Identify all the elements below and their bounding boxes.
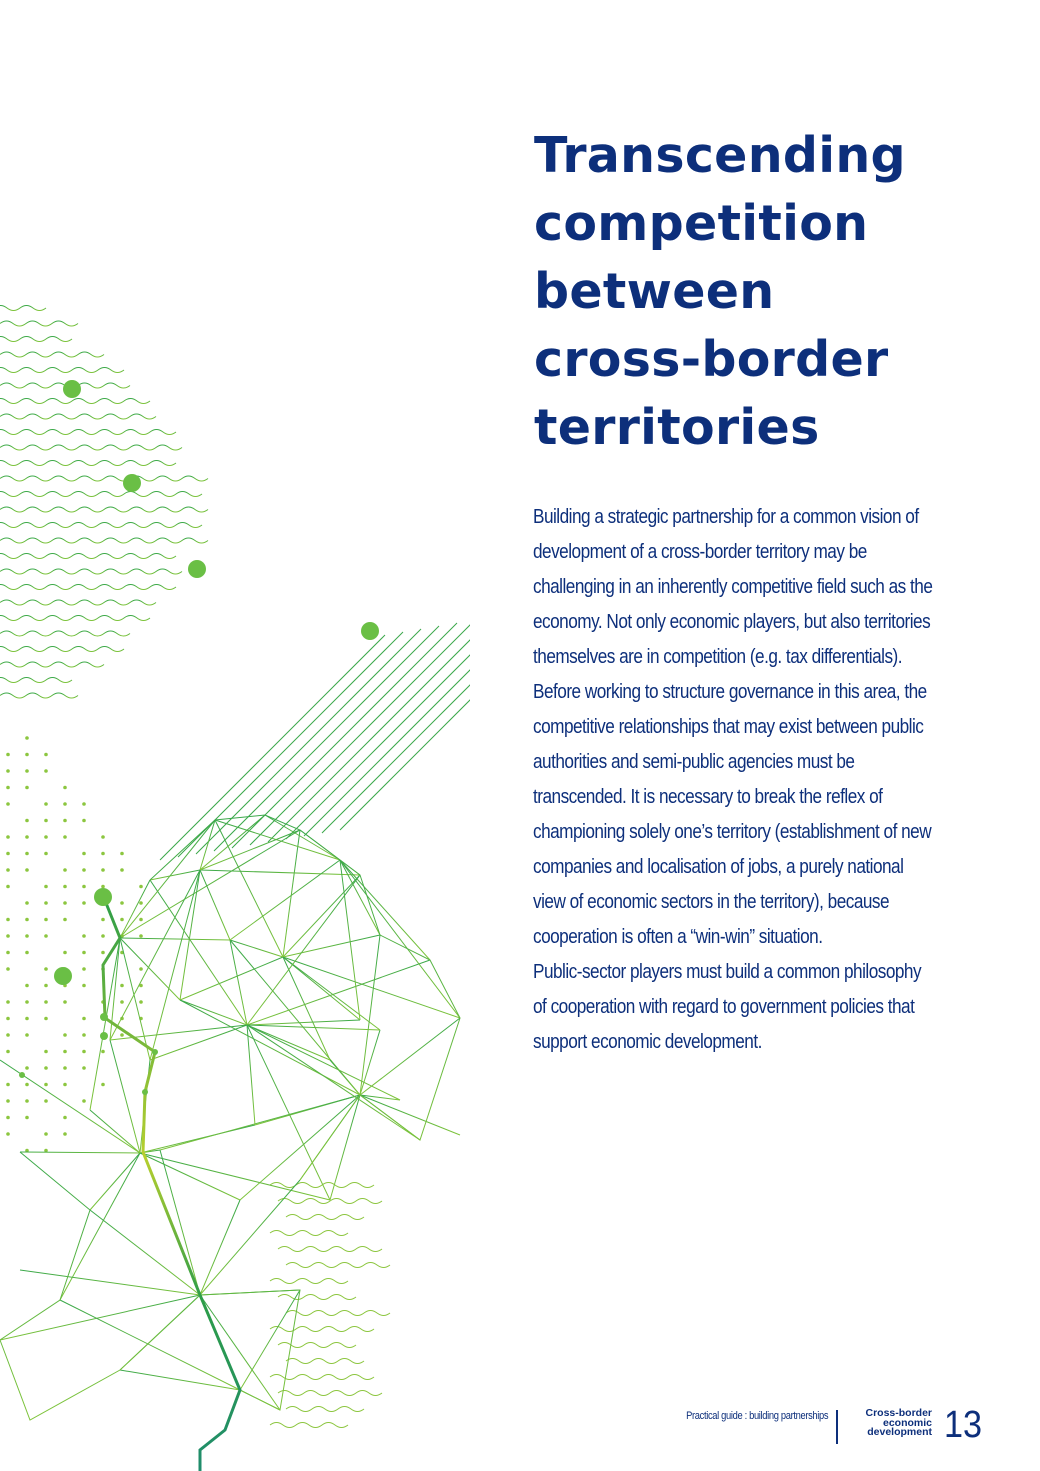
dot: [44, 934, 48, 938]
brand-line: Cross-border: [865, 1407, 932, 1419]
dot: [101, 934, 105, 938]
network-line: [150, 870, 200, 880]
dot: [44, 1017, 48, 1021]
dot: [82, 885, 86, 889]
wave-line: [0, 445, 182, 450]
dot: [44, 1132, 48, 1136]
network-line: [120, 820, 215, 938]
title-line: Transcending: [534, 127, 906, 184]
dot: [63, 1083, 67, 1087]
dot: [82, 852, 86, 856]
network-lines: [0, 815, 460, 1420]
dot: [25, 901, 29, 905]
dot: [6, 1083, 10, 1087]
network-line: [360, 1095, 460, 1135]
dot: [44, 769, 48, 773]
page-number: 13: [944, 1404, 983, 1446]
diagonal-line: [196, 629, 421, 854]
footer-guide-label: Practical guide : building partnerships: [685, 1410, 828, 1422]
diagonal-line: [286, 614, 470, 839]
dot: [6, 918, 10, 922]
dot: [63, 835, 67, 839]
dot: [139, 967, 143, 971]
dot: [139, 901, 143, 905]
wave-line: [270, 1327, 374, 1332]
network-line: [150, 870, 200, 1060]
dot: [63, 1033, 67, 1037]
dot: [25, 951, 29, 955]
network-line: [200, 1180, 300, 1295]
dot: [44, 967, 48, 971]
dot: [44, 1050, 48, 1054]
footer-divider: [836, 1410, 838, 1444]
network-line: [340, 860, 430, 960]
dot: [101, 918, 105, 922]
dot: [25, 835, 29, 839]
dot: [6, 835, 10, 839]
dot: [44, 819, 48, 823]
dot-grid: [6, 736, 143, 1152]
diagonal-line: [214, 626, 439, 851]
dot: [63, 1050, 67, 1054]
network-line: [240, 1290, 300, 1390]
dot: [6, 951, 10, 955]
network-line: [60, 1153, 140, 1300]
dot: [6, 1116, 10, 1120]
network-line: [230, 940, 283, 957]
network-line: [140, 1153, 240, 1200]
dot: [25, 786, 29, 790]
wave-line: [0, 476, 208, 481]
network-line: [180, 1000, 360, 1095]
dot: [82, 802, 86, 806]
dot: [6, 868, 10, 872]
dot: [101, 1050, 105, 1054]
wave-line: [278, 1295, 356, 1300]
dot: [6, 1099, 10, 1103]
brand-line: development: [867, 1426, 932, 1438]
wave-line: [0, 585, 176, 590]
dot: [82, 1099, 86, 1103]
dot: [44, 852, 48, 856]
wave-line: [0, 600, 156, 605]
dot: [25, 1000, 29, 1004]
dot: [44, 885, 48, 889]
dot: [82, 868, 86, 872]
title-line: cross-border: [534, 331, 889, 388]
dot: [44, 901, 48, 905]
dot: [120, 918, 124, 922]
network-line: [90, 1153, 140, 1210]
network-line: [247, 1025, 420, 1140]
dot: [25, 918, 29, 922]
dot: [6, 1000, 10, 1004]
dot: [25, 736, 29, 740]
wave-line: [286, 1311, 390, 1316]
dot: [44, 1000, 48, 1004]
network-line: [0, 1295, 200, 1340]
dot: [82, 967, 86, 971]
network-line: [283, 875, 360, 957]
network-line: [215, 820, 340, 860]
dot: [101, 835, 105, 839]
dot: [25, 1017, 29, 1021]
dot: [25, 1033, 29, 1037]
title-line: competition: [534, 195, 869, 252]
dot: [25, 769, 29, 773]
dot: [44, 835, 48, 839]
wave-line: [0, 414, 156, 419]
wave-line: [278, 1391, 382, 1396]
dot: [63, 918, 67, 922]
wave-line: [278, 1247, 382, 1252]
wave-line: [0, 368, 124, 373]
dot: [6, 1132, 10, 1136]
parallel-diagonal-lines: [160, 605, 470, 860]
dot: [25, 934, 29, 938]
dot: [82, 1066, 86, 1070]
dot: [120, 901, 124, 905]
network-illustration: [0, 0, 470, 1471]
dot: [25, 984, 29, 988]
wave-line: [0, 647, 124, 652]
wave-line: [0, 492, 202, 497]
network-line: [247, 1025, 400, 1100]
network-line: [200, 870, 360, 875]
page-title: [534, 122, 1014, 462]
network-line: [247, 1020, 360, 1025]
wave-line: [278, 1343, 356, 1348]
dot: [82, 901, 86, 905]
network-outline: [0, 1152, 300, 1420]
dot: [63, 951, 67, 955]
network-line: [20, 1152, 140, 1153]
dot: [6, 786, 10, 790]
dot: [82, 819, 86, 823]
dot: [63, 901, 67, 905]
brand-line: economic: [882, 1416, 932, 1429]
network-line: [283, 830, 300, 957]
dot: [120, 1000, 124, 1004]
network-line: [283, 957, 380, 1030]
dot: [82, 984, 86, 988]
dot: [120, 984, 124, 988]
dot: [63, 1066, 67, 1070]
network-line: [283, 957, 330, 1060]
dot: [6, 753, 10, 757]
dot: [44, 984, 48, 988]
wave-line: [0, 554, 176, 559]
dot: [101, 852, 105, 856]
wave-line: [270, 1231, 348, 1236]
node-dots: [19, 380, 379, 1095]
network-line: [340, 860, 460, 1018]
paragraph: Before working to structure governance in this area, the competitive relationships that may exist between public authorities and semi-public agencies must be transcended. It is necessary to break the reflex of championing solely one’s territory (establishment of new companies and localisation of jobs, a purely national view of economic sectors in the territory), because cooperation is often a “win-win” situation.: [533, 681, 932, 948]
network-line: [120, 938, 180, 1000]
dot: [63, 786, 67, 790]
diagonal-line: [232, 623, 457, 848]
dot: [63, 1132, 67, 1136]
wave-line: [0, 569, 182, 574]
dot: [44, 802, 48, 806]
network-line: [120, 830, 300, 938]
network-line: [265, 815, 340, 860]
dot: [101, 1083, 105, 1087]
network-line: [360, 935, 380, 1095]
dot: [25, 753, 29, 757]
wave-line: [0, 507, 208, 512]
network-line: [120, 938, 230, 940]
wave-line: [0, 337, 72, 342]
dot: [63, 885, 67, 889]
dot: [25, 1116, 29, 1120]
dot: [101, 951, 105, 955]
dot: [63, 802, 67, 806]
wave-line: [0, 352, 104, 357]
wave-line: [0, 523, 202, 528]
wave-line: [286, 1263, 390, 1268]
dot: [44, 753, 48, 757]
wave-line: [270, 1279, 348, 1284]
dot: [82, 1050, 86, 1054]
dot: [82, 1033, 86, 1037]
title-line: territories: [534, 399, 820, 456]
dot: [6, 802, 10, 806]
dot: [101, 885, 105, 889]
dot: [6, 852, 10, 856]
paragraph: Building a strategic partnership for a common vision of development of a cross-border territory may be challenging in an inherently competitive field such as the economy. Not only economic players, but also territories themselves are in competition (e.g. tax differentials).: [533, 506, 933, 668]
wave-lines-bottom: [270, 1183, 390, 1428]
wave-line: [0, 678, 72, 683]
dot: [6, 885, 10, 889]
dot: [25, 1066, 29, 1070]
title-line: between: [534, 263, 775, 320]
dot: [6, 1050, 10, 1054]
network-line: [120, 938, 150, 1060]
network-line: [120, 1370, 240, 1390]
dot: [44, 1083, 48, 1087]
dot: [6, 1033, 10, 1037]
wave-lines-top: [0, 306, 208, 699]
network-line: [283, 935, 380, 957]
dot: [139, 918, 143, 922]
dot: [6, 1017, 10, 1021]
network-line: [247, 1025, 330, 1060]
wave-line: [286, 1359, 364, 1364]
dot: [139, 1000, 143, 1004]
wave-line: [0, 693, 78, 698]
dot: [120, 852, 124, 856]
network-line: [180, 957, 283, 1000]
diagonal-line: [340, 605, 470, 830]
diagonal-line: [160, 635, 385, 860]
dot: [63, 819, 67, 823]
wave-line: [0, 306, 46, 311]
wave-line: [0, 616, 150, 621]
page-footer: [0, 1405, 1040, 1445]
dot: [44, 1066, 48, 1070]
network-line: [330, 1095, 360, 1200]
dot: [120, 1033, 124, 1037]
dot: [25, 1099, 29, 1103]
dot: [63, 1116, 67, 1120]
dot: [6, 967, 10, 971]
dot: [139, 934, 143, 938]
wave-line: [0, 321, 78, 326]
dot: [139, 885, 143, 889]
dot: [6, 934, 10, 938]
network-line: [240, 1095, 360, 1200]
wave-line: [0, 461, 176, 466]
network-line: [140, 1153, 330, 1200]
wave-line: [0, 538, 208, 543]
footer-brand: [865, 1409, 932, 1438]
dot: [120, 868, 124, 872]
network-line: [140, 1125, 255, 1153]
dot: [25, 1083, 29, 1087]
dot: [82, 934, 86, 938]
dot: [25, 852, 29, 856]
network-line: [200, 1200, 240, 1295]
dot: [63, 1000, 67, 1004]
network-outline: [150, 815, 460, 1180]
dot: [63, 868, 67, 872]
dot: [44, 918, 48, 922]
wave-line: [0, 430, 176, 435]
wave-line: [0, 399, 150, 404]
network-line: [230, 860, 340, 940]
network-line: [247, 1025, 330, 1200]
network-line: [90, 1110, 140, 1153]
paragraph: Public-sector players must build a common philosophy of cooperation with regard to government policies that support economic development.: [533, 961, 922, 1053]
wave-line: [0, 662, 104, 667]
dot: [82, 951, 86, 955]
wave-line: [0, 631, 130, 636]
network-line: [200, 815, 265, 870]
dot: [44, 1099, 48, 1103]
dot: [25, 819, 29, 823]
body-text: [533, 500, 937, 1060]
network-line: [255, 1095, 360, 1125]
wave-line: [286, 1215, 364, 1220]
network-line: [180, 1000, 247, 1025]
dot: [25, 868, 29, 872]
dot: [6, 769, 10, 773]
dot: [82, 1017, 86, 1021]
dot: [101, 868, 105, 872]
